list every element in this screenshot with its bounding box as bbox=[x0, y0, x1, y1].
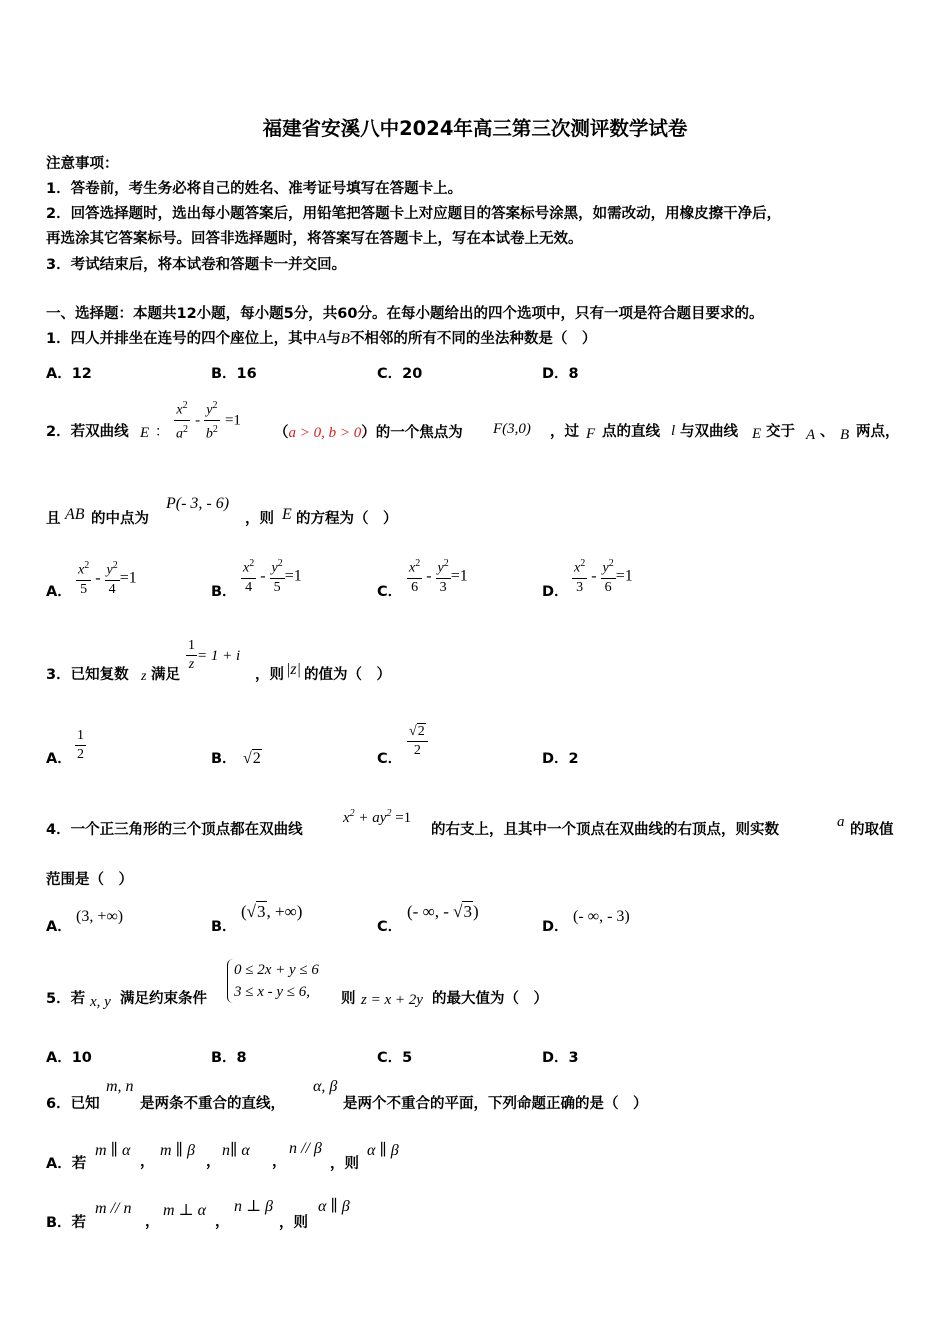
question-6-label: 6．已知 bbox=[46, 1096, 100, 1112]
notice-item-1: 1．答卷前，考生务必将自己的姓名、准考证号填写在答题卡上。 bbox=[46, 181, 463, 197]
notice-item-2-line-1: 2．回答选择题时，选出每小题答案后，用铅笔把答题卡上对应题目的答案标号涂黑，如需改动，用橡皮擦干净后， bbox=[46, 206, 782, 222]
q3-option-b-formula: √2 bbox=[243, 750, 261, 767]
q6-option-b-cond-3: n ⊥ β bbox=[234, 1198, 274, 1215]
q2-option-d-formula: $\frac{x^2}{3}$ - $\frac{y^2}{6}$ =1 bbox=[574, 558, 633, 595]
q3-option-a-formula: $\frac{1}{2}$ bbox=[77, 728, 84, 762]
q4-option-b-value: (√3, +∞) bbox=[241, 902, 303, 921]
q3-option-d: D．2 bbox=[542, 751, 579, 767]
q2-option-c-formula: $\frac{x^2}{6}$ - $\frac{y^2}{3}$ =1 bbox=[409, 558, 468, 595]
q2-option-a-label: A． bbox=[46, 584, 72, 600]
q2-line2-start: 且 bbox=[46, 511, 61, 527]
page-title: 福建省安溪八中2024年高三第三次测评数学试卷 bbox=[262, 117, 688, 140]
question-3-label: 3．已知复数 bbox=[46, 667, 129, 683]
q3-abs-z: |z| bbox=[286, 661, 302, 678]
q6-lines: m, n bbox=[106, 1078, 134, 1095]
q2-colon: ： bbox=[155, 424, 169, 440]
question-4-label: 4．一个正三角形的三个顶点都在双曲线 bbox=[46, 822, 303, 838]
q6-option-b-comma-2: ， bbox=[215, 1214, 230, 1230]
notice-item-3: 3．考试结束后，将本试卷和答题卡一并交回。 bbox=[46, 257, 347, 273]
q1-option-d: D．8 bbox=[542, 366, 579, 382]
q2-var-f: F bbox=[586, 426, 596, 442]
q2-option-d-label: D． bbox=[542, 584, 569, 600]
q4-hyperbola-equation: $x^2 + ay^2 =1$ bbox=[343, 808, 412, 826]
q4-option-a-label: A． bbox=[46, 919, 72, 935]
q5-text-max: 的最大值为（ ） bbox=[432, 991, 548, 1007]
q6-option-a-cond-4: n // β bbox=[289, 1140, 322, 1157]
q5-text-then: 则 bbox=[341, 991, 356, 1007]
q5-option-b: B．8 bbox=[211, 1050, 247, 1066]
q2-condition: （a > 0, b > 0）的一个焦点为 bbox=[274, 425, 463, 441]
q5-objective: z = x + 2y bbox=[361, 992, 423, 1008]
q6-option-b-comma-1: ， bbox=[145, 1214, 160, 1230]
q6-option-a-cond-1: m ∥ α bbox=[95, 1142, 131, 1159]
q4-option-d-label: D． bbox=[542, 919, 569, 935]
q6-option-b-cond-2: m ⊥ α bbox=[163, 1202, 206, 1219]
q5-constraint-system: 0 ≤ 2x + y ≤ 6 3 ≤ x - y ≤ 6, bbox=[227, 959, 319, 1003]
q6-option-b-then: ，则 bbox=[279, 1215, 308, 1231]
q6-planes: α, β bbox=[313, 1078, 338, 1095]
q2-option-b-label: B． bbox=[211, 584, 237, 600]
q2-separator: 、 bbox=[820, 424, 835, 440]
q4-line-2: 范围是（ ） bbox=[46, 872, 133, 888]
q1-option-c: C．20 bbox=[377, 366, 423, 382]
q5-vars: x, y bbox=[90, 994, 111, 1010]
q2-var-e: E bbox=[140, 425, 150, 441]
q6-option-b-label: B．若 bbox=[46, 1215, 87, 1231]
q5-option-d: D．3 bbox=[542, 1050, 579, 1066]
q3-option-a-label: A． bbox=[46, 751, 72, 767]
q2-var-ab: AB bbox=[65, 506, 85, 523]
q2-var-l: l bbox=[671, 423, 676, 439]
question-5-label: 5．若 bbox=[46, 991, 86, 1007]
q6-option-a-label: A．若 bbox=[46, 1156, 87, 1172]
q2-text-guo: ，过 bbox=[550, 424, 579, 440]
q4-var-a: a bbox=[837, 814, 845, 830]
q4-option-c-label: C． bbox=[377, 919, 403, 935]
notice-item-2-line-2: 再选涂其它答案标号。回答非选择题时，将答案写在答题卡上，写在本试卷上无效。 bbox=[46, 231, 583, 247]
q4-option-b-label: B． bbox=[211, 919, 237, 935]
q2-var-b: B bbox=[840, 427, 850, 443]
q2-text-equation: 的方程为（ ） bbox=[296, 511, 398, 527]
q6-option-a-comma-2: ， bbox=[206, 1154, 221, 1170]
q4-option-c-value: (- ∞, - √3) bbox=[407, 902, 479, 921]
q3-option-b-label: B． bbox=[211, 751, 237, 767]
q6-option-a-cond-2: m ∥ β bbox=[160, 1142, 195, 1159]
q3-option-c-formula: $\frac{√2}{2}$ bbox=[407, 723, 428, 760]
q1-option-b: B．16 bbox=[211, 366, 257, 382]
q2-option-b-formula: $\frac{x^2}{4}$ - $\frac{y^2}{5}$ =1 bbox=[243, 558, 302, 595]
q3-text-then: ，则 bbox=[255, 667, 284, 683]
q2-option-c-label: C． bbox=[377, 584, 403, 600]
q1-option-a: A．12 bbox=[46, 366, 92, 382]
q2-text-hyperbola: 与双曲线 bbox=[680, 424, 738, 440]
q2-var-a: A bbox=[806, 427, 816, 443]
q2-var-e-2: E bbox=[752, 426, 762, 442]
q2-text-line: 点的直线 bbox=[602, 424, 660, 440]
q6-text-lines: 是两条不重合的直线， bbox=[140, 1096, 285, 1112]
q2-text-midpoint: 的中点为 bbox=[91, 511, 149, 527]
q5-text-constraints: 满足约束条件 bbox=[120, 991, 207, 1007]
q4-option-a-value: (3, +∞) bbox=[76, 908, 124, 925]
q6-text-planes: 是两个不重合的平面，下列命题正确的是（ ） bbox=[343, 1096, 648, 1112]
q2-option-a-formula: $\frac{x^2}{5}$ - $\frac{y^2}{4}$ =1 bbox=[78, 560, 137, 597]
q2-text-points: 两点， bbox=[856, 424, 900, 440]
q3-text-value: 的值为（ ） bbox=[304, 667, 391, 683]
notice-heading: 注意事项： bbox=[46, 156, 119, 172]
q6-option-a-comma-3: ， bbox=[272, 1154, 287, 1170]
q2-midpoint: P(- 3, - 6) bbox=[166, 495, 230, 512]
q2-text-intersect: 交于 bbox=[766, 424, 795, 440]
q3-option-c-label: C． bbox=[377, 751, 403, 767]
q2-focus: F(3,0) bbox=[493, 421, 531, 437]
q6-option-b-cond-1: m // n bbox=[95, 1200, 132, 1217]
q2-var-e-3: E bbox=[282, 506, 292, 523]
q6-option-a-then: ，则 bbox=[330, 1156, 359, 1172]
question-2-label: 2．若双曲线 bbox=[46, 424, 129, 440]
q6-option-a-conclusion: α ∥ β bbox=[367, 1142, 399, 1159]
q2-hyperbola-equation: $\frac{x^2}{a^2}$ - $\frac{y^2}{b^2}$ =1 bbox=[176, 400, 241, 442]
q6-option-b-conclusion: α ∥ β bbox=[318, 1198, 350, 1215]
q3-text-satisfy: 满足 bbox=[151, 667, 180, 683]
q4-option-d-value: (- ∞, - 3) bbox=[573, 908, 630, 925]
q6-option-a-comma-1: ， bbox=[140, 1154, 155, 1170]
q2-text-then: ，则 bbox=[245, 511, 274, 527]
q4-text-right-branch: 的右支上，且其中一个顶点在双曲线的右顶点，则实数 bbox=[431, 822, 779, 838]
q5-option-a: A．10 bbox=[46, 1050, 92, 1066]
q6-option-a-cond-3: n∥ α bbox=[222, 1142, 250, 1159]
question-1-stem: 1．四人并排坐在连号的四个座位上，其中A与B不相邻的所有不同的坐法种数是（ ） bbox=[46, 331, 597, 347]
q5-option-c: C．5 bbox=[377, 1050, 413, 1066]
q4-text-range: 的取值 bbox=[850, 822, 894, 838]
q3-var-z: z bbox=[141, 669, 147, 684]
q3-equation: $\frac{1}{z}$ = 1 + i bbox=[188, 638, 241, 672]
section-heading: 一、选择题：本题共12小题，每小题5分，共60分。在每小题给出的四个选项中，只有一项是符合题目要求的。 bbox=[46, 306, 764, 322]
